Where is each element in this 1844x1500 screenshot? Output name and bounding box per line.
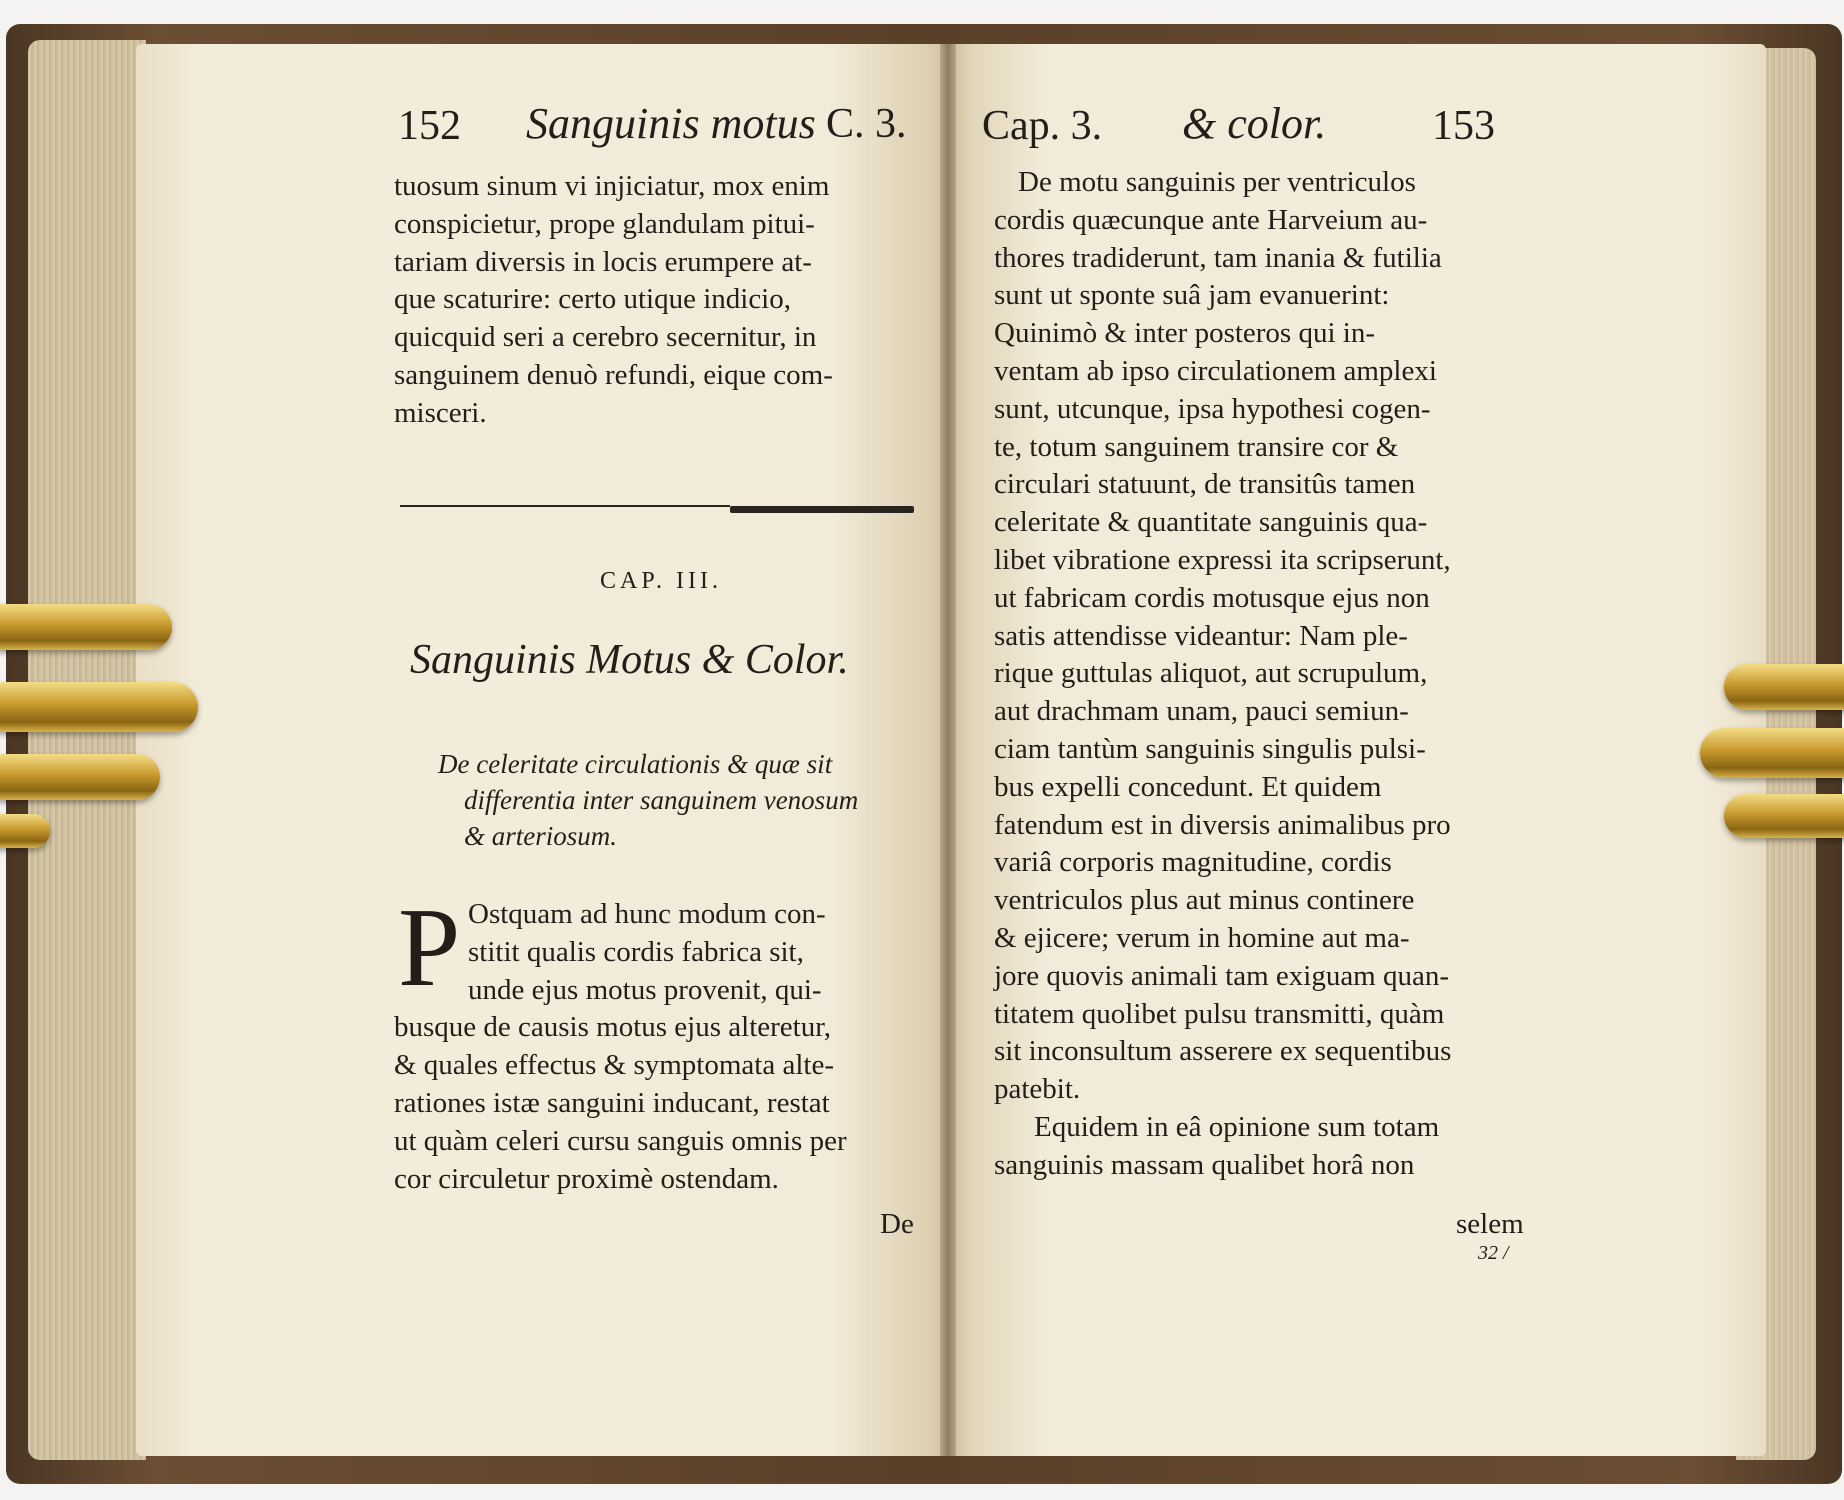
left-running-head-chapter: C. 3. xyxy=(826,101,907,147)
text-line: conspicietur, prope glandulam pitui- xyxy=(394,207,815,240)
brass-finger xyxy=(0,682,198,732)
left-page-number: 152 xyxy=(398,103,461,149)
text-line: sunt, utcunque, ipsa hypothesi cogen- xyxy=(994,392,1431,425)
text-line: sanguinem denuò refundi, eique com- xyxy=(394,358,833,391)
text-line: tariam diversis in locis erumpere at- xyxy=(394,245,812,278)
brass-finger xyxy=(1724,794,1844,838)
brass-thumb xyxy=(0,814,50,848)
text-line: & quales effectus & symptomata alte- xyxy=(394,1049,834,1082)
summary-line: De celeritate circulationis & quæ sit xyxy=(438,749,833,779)
text-line: tuosum sinum vi injiciatur, mox enim xyxy=(394,170,830,202)
text-line: rationes istæ sanguini inducant, restat xyxy=(394,1086,830,1119)
left-paragraph xyxy=(394,886,847,1198)
left-catchword: De xyxy=(880,1208,914,1240)
text-line: aut drachmam unam, pauci semiun- xyxy=(994,695,1409,728)
text-line: ciam tantùm sanguinis singulis pulsi- xyxy=(994,732,1426,765)
right-running-head-chapter: Cap. 3. xyxy=(982,103,1103,149)
text-line: rique guttulas aliquot, aut scrupulum, xyxy=(994,657,1428,690)
text-line: cor circuletur proximè ostendam. xyxy=(394,1162,779,1195)
text-line: titatem quolibet pulsu transmitti, quàm xyxy=(994,997,1445,1030)
text-line: variâ corporis magnitudine, cordis xyxy=(994,846,1392,879)
chapter-label: CAP. III. xyxy=(600,568,723,594)
drop-cap: P xyxy=(398,886,461,1010)
left-page-edges xyxy=(28,40,146,1460)
right-running-head: & color. xyxy=(1182,99,1327,148)
text-line: ut quàm celeri cursu sanguis omnis per xyxy=(394,1124,847,1157)
book-gutter xyxy=(940,44,956,1456)
text-line: ventam ab ipso circulationem amplexi xyxy=(994,354,1437,387)
text-line: sit inconsultum asserere ex sequentibus xyxy=(994,1035,1452,1068)
text-line: cordis quæcunque ante Harveium au- xyxy=(994,203,1428,236)
brass-finger xyxy=(1700,728,1844,778)
text-line: ut fabricam cordis motusque ejus non xyxy=(994,581,1430,614)
text-line: bus expelli concedunt. Et quidem xyxy=(994,770,1382,803)
right-text-block xyxy=(994,164,1451,1185)
brass-finger xyxy=(1724,664,1844,710)
text-line: satis attendisse videantur: Nam ple- xyxy=(994,619,1408,652)
text-line: te, totum sanguinem transire cor & xyxy=(994,430,1399,463)
section-rule-thin xyxy=(400,505,730,507)
text-line: thores tradiderunt, tam inania & futilia xyxy=(994,241,1442,274)
right-page-number: 153 xyxy=(1432,103,1495,149)
brass-finger xyxy=(0,604,172,650)
text-line: quicquid seri a cerebro secernitur, in xyxy=(394,321,817,354)
chapter-title: Sanguinis Motus & Color. xyxy=(410,637,849,683)
text-line: Equidem in eâ opinione sum totam xyxy=(1034,1110,1440,1143)
text-line: libet vibratione expressi ita scripserunt, xyxy=(994,543,1451,576)
text-line: jore quovis animali tam exiguam quan- xyxy=(994,959,1450,992)
text-line: fatendum est in diversis animalibus pro xyxy=(994,808,1451,841)
section-rule-thick xyxy=(730,506,914,513)
text-line: sanguinis massam qualibet horâ non xyxy=(994,1148,1415,1181)
signature-mark: 32 / xyxy=(1478,1242,1509,1264)
text-line: Ostquam ad hunc modum con- xyxy=(468,898,826,930)
text-line: celeritate & quantitate sanguinis qua- xyxy=(994,506,1428,539)
text-line: patebit. xyxy=(994,1073,1081,1106)
summary-line: & arteriosum. xyxy=(464,821,618,851)
text-line: circulari statuunt, de transitûs tamen xyxy=(994,468,1416,501)
text-line: busque de causis motus ejus alteretur, xyxy=(394,1011,831,1044)
right-catchword: selem xyxy=(1456,1208,1524,1240)
text-line: De motu sanguinis per ventriculos xyxy=(1018,166,1416,198)
text-line: unde ejus motus provenit, qui- xyxy=(468,973,822,1006)
text-line: sunt ut sponte suâ jam evanuerint: xyxy=(994,279,1390,312)
left-top-text-block xyxy=(394,168,833,433)
text-line: ventriculos plus aut minus continere xyxy=(994,884,1415,917)
text-line: que scaturire: certo utique indicio, xyxy=(394,283,791,316)
text-line: misceri. xyxy=(394,396,487,429)
summary-line: differentia inter sanguinem venosum xyxy=(464,785,859,815)
brass-finger xyxy=(0,754,160,800)
chapter-summary xyxy=(438,746,858,854)
text-line: stitit qualis cordis fabrica sit, xyxy=(468,935,804,968)
left-running-head: Sanguinis motus xyxy=(526,99,816,148)
text-line: Quinimò & inter posteros qui in- xyxy=(994,317,1375,350)
text-line: & ejicere; verum in homine aut ma- xyxy=(994,921,1410,954)
